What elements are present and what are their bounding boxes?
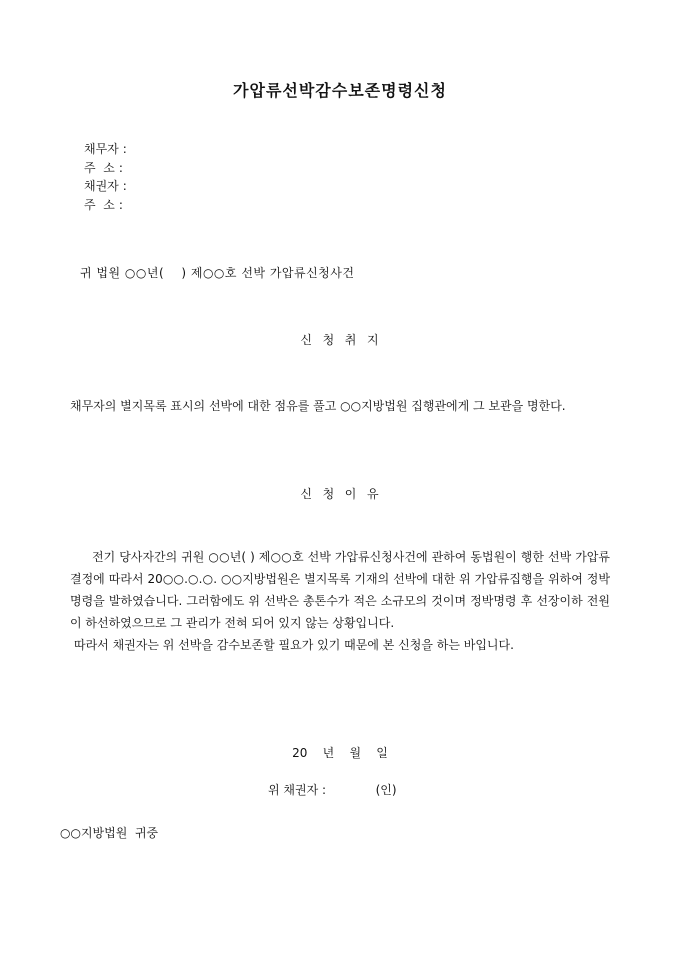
party-row-debtor bbox=[84, 140, 127, 159]
reason-text bbox=[70, 546, 610, 656]
reason-heading: 신 청 이 유 bbox=[300, 487, 380, 501]
party-row-creditor bbox=[84, 177, 127, 196]
court-addressee: ○○지방법원 귀중 bbox=[60, 826, 159, 840]
purpose-text: 채무자의 별지목록 표시의 선박에 대한 점유를 풀고 ○○지방법원 집행관에게 그 보관을 명한다. bbox=[70, 399, 566, 413]
case-reference: 귀 법원 ○○년( ) 제○○호 선박 가압류신청사건 bbox=[80, 266, 355, 280]
party-colon: : bbox=[122, 142, 127, 156]
party-label: 주 소 bbox=[84, 160, 115, 175]
document-title: 가압류선박감수보존명령신청 bbox=[233, 81, 447, 100]
party-colon: : bbox=[122, 179, 127, 193]
party-label: 주 소 bbox=[84, 197, 115, 212]
party-colon: : bbox=[118, 197, 123, 212]
purpose-heading: 신 청 취 지 bbox=[300, 333, 380, 347]
party-label: 채무자 bbox=[84, 142, 119, 156]
signature-line: 위 채권자 : (인) bbox=[268, 783, 397, 797]
reason-paragraph-2: 따라서 채권자는 위 선박을 감수보존할 필요가 있기 때문에 본 신청을 하는 바입니다. bbox=[74, 638, 514, 652]
party-block bbox=[84, 140, 127, 214]
date-line: 20 년 월 일 bbox=[292, 746, 388, 760]
party-row-creditor-address bbox=[84, 196, 127, 215]
party-label: 채권자 bbox=[84, 179, 119, 193]
party-row-debtor-address bbox=[84, 159, 127, 178]
party-colon: : bbox=[118, 160, 123, 175]
reason-paragraph-1: 전기 당사자간의 귀원 ○○년( ) 제○○호 선박 가압류신청사건에 관하여 동법원이 행한 선박 가압류결정에 따라서 20○○.○.○. ○○지방법원은 별지목록 기재의 선박에 대한 위 가압류집행을 위하여 정박명령을 발하였습니다. 그러함에도 위 선박은 총톤수가 적은 소규모의 것이며 정박명령 후 선장이하 전원이 하선하였으므로 그 관리가 전혀 되어 있지 않는 상황입니다. bbox=[70, 550, 610, 630]
